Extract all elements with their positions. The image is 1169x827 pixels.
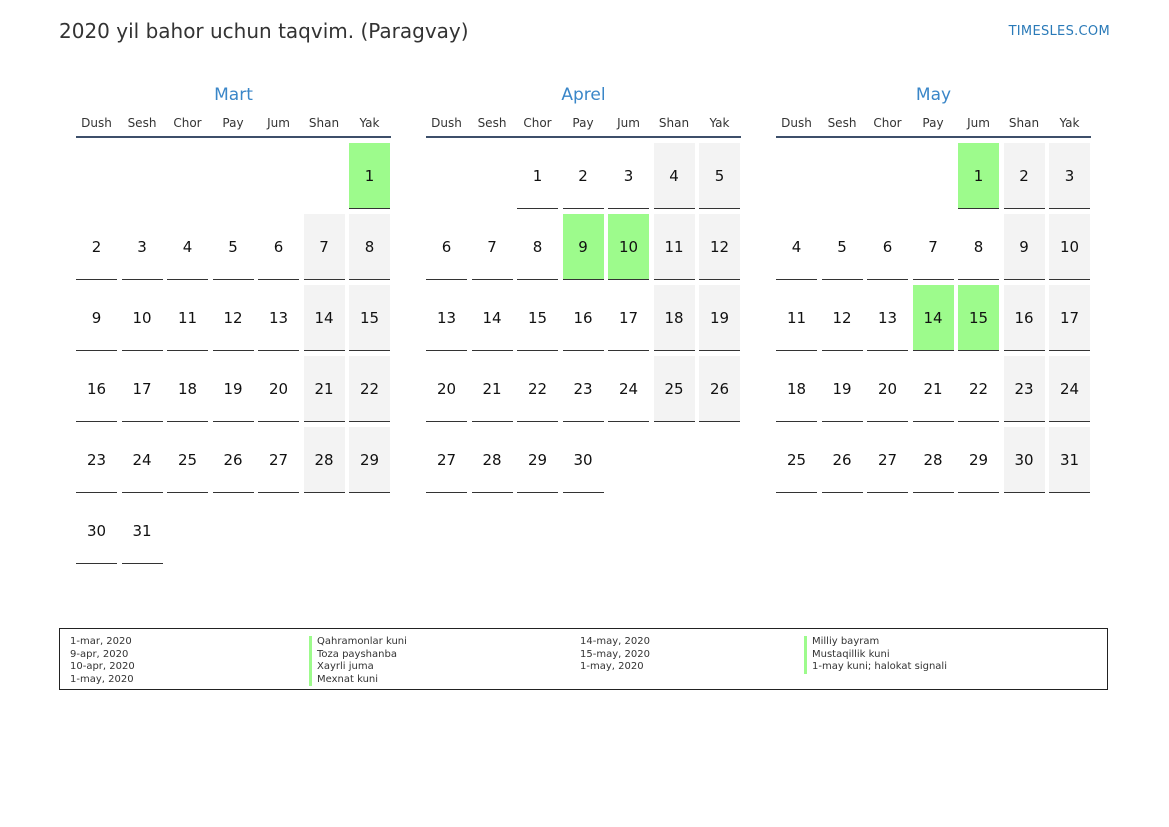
day-cell: 22	[349, 356, 390, 422]
empty-day-cell	[472, 143, 513, 209]
weekday-label: Jum	[967, 116, 990, 130]
day-cell: 30	[76, 498, 117, 564]
day-cell: 3	[608, 143, 649, 209]
day-cell: 7	[913, 214, 954, 280]
day-cell: 15	[517, 285, 558, 351]
day-cell: 19	[699, 285, 740, 351]
legend-holiday-name: Mexnat kuni	[309, 674, 407, 687]
day-cell: 8	[349, 214, 390, 280]
weekday-label: Pay	[572, 116, 594, 130]
month-name: Mart	[214, 85, 253, 105]
day-cell: 13	[867, 285, 908, 351]
day-cell: 28	[913, 427, 954, 493]
day-cell: 15	[349, 285, 390, 351]
day-cell: 22	[517, 356, 558, 422]
empty-day-cell	[426, 143, 467, 209]
day-cell: 13	[426, 285, 467, 351]
day-cell: 12	[822, 285, 863, 351]
holiday-day-cell: 14	[913, 285, 954, 351]
day-cell: 18	[654, 285, 695, 351]
weekday-header	[76, 114, 391, 138]
day-cell: 19	[213, 356, 254, 422]
empty-day-cell	[304, 143, 345, 209]
weekday-label: Shan	[1008, 116, 1040, 130]
day-cell: 6	[258, 214, 299, 280]
day-cell: 10	[1049, 214, 1090, 280]
day-cell: 8	[517, 214, 558, 280]
weekday-label: Chor	[523, 116, 552, 130]
day-cell: 12	[699, 214, 740, 280]
site-link[interactable]: TIMESLES.COM	[1008, 24, 1110, 39]
day-cell: 5	[213, 214, 254, 280]
day-cell: 7	[304, 214, 345, 280]
day-cell: 2	[1004, 143, 1045, 209]
day-cell: 23	[1004, 356, 1045, 422]
day-cell: 10	[122, 285, 163, 351]
legend-dates-right	[580, 636, 650, 674]
day-cell: 22	[958, 356, 999, 422]
holiday-day-cell: 1	[958, 143, 999, 209]
day-cell: 14	[472, 285, 513, 351]
weekday-label: Shan	[658, 116, 690, 130]
weekday-label: Dush	[431, 116, 462, 130]
empty-day-cell	[76, 143, 117, 209]
day-cell: 16	[76, 356, 117, 422]
day-cell: 31	[122, 498, 163, 564]
month-calendar-april	[426, 84, 741, 493]
day-cell: 5	[822, 214, 863, 280]
weekday-label: Jum	[267, 116, 290, 130]
empty-day-cell	[913, 143, 954, 209]
day-cell: 23	[563, 356, 604, 422]
weekday-label: Pay	[922, 116, 944, 130]
day-cell: 30	[563, 427, 604, 493]
holiday-day-cell: 9	[563, 214, 604, 280]
day-cell: 9	[1004, 214, 1045, 280]
weekday-label: Dush	[781, 116, 812, 130]
day-cell: 17	[122, 356, 163, 422]
legend-names-right	[804, 636, 947, 674]
day-cell: 18	[776, 356, 817, 422]
month-calendar-march	[76, 84, 391, 564]
legend-date: 1-may, 2020	[70, 673, 134, 685]
weekday-label: Yak	[359, 116, 380, 130]
day-cell: 20	[426, 356, 467, 422]
legend-dates-left	[70, 636, 135, 686]
day-cell: 25	[654, 356, 695, 422]
day-cell: 25	[776, 427, 817, 493]
empty-day-cell	[867, 143, 908, 209]
weekday-label: Jum	[617, 116, 640, 130]
legend-date: 1-may, 2020	[580, 661, 644, 672]
day-cell: 1	[517, 143, 558, 209]
day-cell: 21	[304, 356, 345, 422]
day-cell: 29	[349, 427, 390, 493]
day-cell: 20	[867, 356, 908, 422]
weekday-label: Yak	[1059, 116, 1080, 130]
day-cell: 7	[472, 214, 513, 280]
weekday-label: Shan	[308, 116, 340, 130]
day-cell: 23	[76, 427, 117, 493]
month-calendar-may	[776, 84, 1091, 493]
holiday-day-cell: 1	[349, 143, 390, 209]
day-cell: 4	[167, 214, 208, 280]
legend-date: 14-may, 2020	[580, 636, 650, 647]
holiday-legend	[59, 628, 1108, 690]
day-cell: 29	[958, 427, 999, 493]
month-name: Aprel	[561, 85, 606, 105]
day-cell: 27	[867, 427, 908, 493]
day-cell: 24	[608, 356, 649, 422]
day-cell: 8	[958, 214, 999, 280]
days-grid	[426, 143, 741, 493]
holiday-day-cell: 10	[608, 214, 649, 280]
day-cell: 24	[122, 427, 163, 493]
day-cell: 30	[1004, 427, 1045, 493]
day-cell: 25	[167, 427, 208, 493]
day-cell: 16	[563, 285, 604, 351]
weekday-header	[776, 114, 1091, 138]
empty-day-cell	[258, 143, 299, 209]
day-cell: 16	[1004, 285, 1045, 351]
legend-holiday-name: Xayrli juma	[309, 661, 407, 674]
weekday-label: Sesh	[127, 116, 157, 130]
day-cell: 11	[167, 285, 208, 351]
empty-day-cell	[167, 143, 208, 209]
month-name: May	[915, 85, 952, 105]
day-cell: 27	[426, 427, 467, 493]
day-cell: 3	[122, 214, 163, 280]
day-cell: 18	[167, 356, 208, 422]
legend-names-left	[309, 636, 407, 686]
empty-day-cell	[122, 143, 163, 209]
day-cell: 28	[304, 427, 345, 493]
day-cell: 13	[258, 285, 299, 351]
legend-date: 9-apr, 2020	[70, 648, 129, 660]
weekday-label: Pay	[222, 116, 244, 130]
legend-date: 1-mar, 2020	[70, 636, 132, 647]
weekday-label: Chor	[873, 116, 902, 130]
days-grid	[776, 143, 1091, 493]
empty-day-cell	[822, 143, 863, 209]
day-cell: 19	[822, 356, 863, 422]
legend-holiday-name: 1-may kuni; halokat signali	[804, 661, 947, 674]
weekday-label: Dush	[81, 116, 112, 130]
days-grid	[76, 143, 391, 564]
day-cell: 26	[699, 356, 740, 422]
legend-holiday-name: Qahramonlar kuni	[309, 636, 407, 649]
day-cell: 2	[563, 143, 604, 209]
day-cell: 31	[1049, 427, 1090, 493]
legend-holiday-name: Milliy bayram	[804, 636, 947, 649]
day-cell: 27	[258, 427, 299, 493]
day-cell: 29	[517, 427, 558, 493]
day-cell: 26	[822, 427, 863, 493]
weekday-label: Chor	[173, 116, 202, 130]
day-cell: 9	[76, 285, 117, 351]
empty-day-cell	[776, 143, 817, 209]
legend-holiday-name: Toza payshanba	[309, 649, 407, 662]
weekday-header	[426, 114, 741, 138]
day-cell: 4	[776, 214, 817, 280]
day-cell: 4	[654, 143, 695, 209]
day-cell: 17	[608, 285, 649, 351]
legend-date: 15-may, 2020	[580, 648, 650, 660]
day-cell: 12	[213, 285, 254, 351]
day-cell: 11	[776, 285, 817, 351]
day-cell: 3	[1049, 143, 1090, 209]
day-cell: 6	[867, 214, 908, 280]
day-cell: 2	[76, 214, 117, 280]
day-cell: 20	[258, 356, 299, 422]
day-cell: 11	[654, 214, 695, 280]
day-cell: 5	[699, 143, 740, 209]
day-cell: 21	[472, 356, 513, 422]
legend-holiday-name: Mustaqillik kuni	[804, 649, 947, 662]
empty-day-cell	[213, 143, 254, 209]
holiday-day-cell: 15	[958, 285, 999, 351]
weekday-label: Sesh	[827, 116, 857, 130]
day-cell: 6	[426, 214, 467, 280]
legend-date: 10-apr, 2020	[70, 661, 135, 672]
weekday-label: Sesh	[477, 116, 507, 130]
day-cell: 24	[1049, 356, 1090, 422]
weekday-label: Yak	[709, 116, 730, 130]
day-cell: 21	[913, 356, 954, 422]
page-title: 2020 yil bahor uchun taqvim. (Paragvay)	[59, 19, 469, 43]
day-cell: 26	[213, 427, 254, 493]
day-cell: 28	[472, 427, 513, 493]
day-cell: 14	[304, 285, 345, 351]
day-cell: 17	[1049, 285, 1090, 351]
